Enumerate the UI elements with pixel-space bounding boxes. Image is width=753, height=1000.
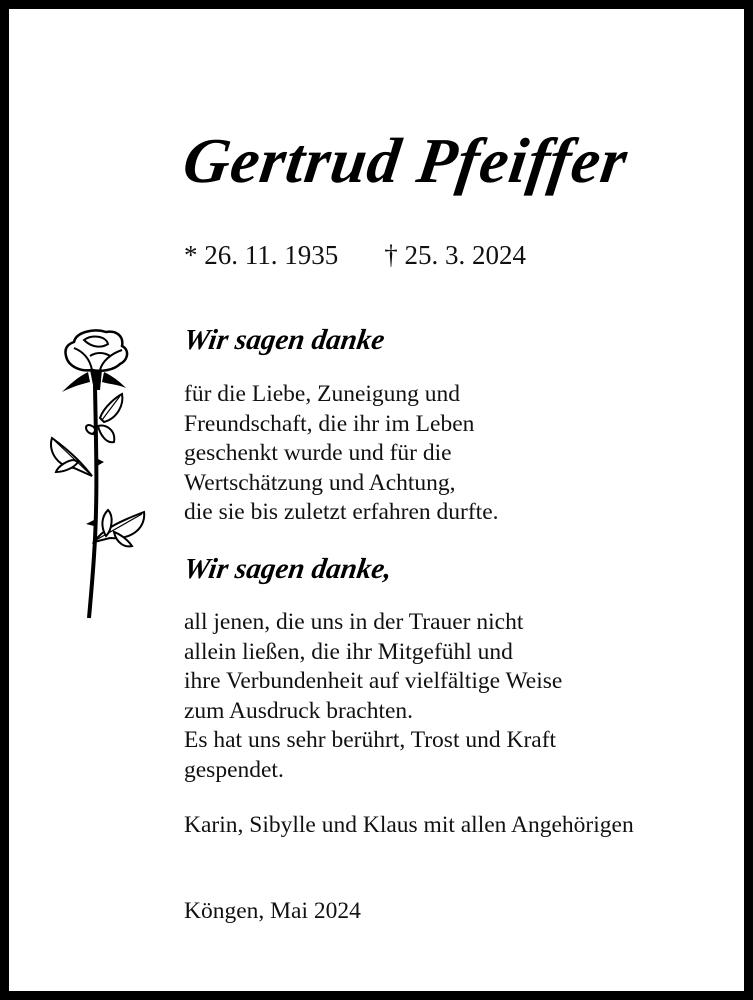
life-dates: [184, 240, 526, 271]
birth-date: * 26. 11. 1935: [184, 240, 339, 270]
text-line: zum Ausdruck brachten.: [184, 697, 414, 724]
text-line: Wertschätzung und Achtung,: [184, 469, 456, 496]
signature: Karin, Sibylle und Klaus mit allen Angehörigen: [184, 812, 634, 838]
text-line: für die Liebe, Zuneigung und: [184, 381, 461, 407]
rose-icon: [44, 326, 154, 622]
section-text: [184, 380, 499, 528]
text-line: gespendet.: [184, 756, 284, 783]
text-line: all jenen, die uns in der Trauer nicht: [184, 609, 524, 635]
section-heading: Wir sagen danke: [181, 324, 387, 356]
place-date: Köngen, Mai 2024: [184, 898, 361, 924]
death-date: † 25. 3. 2024: [384, 240, 526, 270]
text-line: allein ließen, die ihr Mitgefühl und: [184, 638, 513, 665]
text-line: ihre Verbundenheit auf vielfältige Weise: [184, 668, 563, 694]
section-heading: Wir sagen danke,: [181, 553, 394, 585]
text-line: Es hat uns sehr berührt, Trost und Kraft: [184, 727, 557, 753]
text-line: die sie bis zuletzt erfahren durfte.: [184, 499, 499, 525]
text-line: Freundschaft, die ihr im Leben: [184, 410, 475, 437]
text-line: geschenkt wurde und für die: [184, 440, 452, 466]
deceased-name: Gertrud Pfeiffer: [179, 125, 633, 196]
section-text: [184, 608, 562, 785]
